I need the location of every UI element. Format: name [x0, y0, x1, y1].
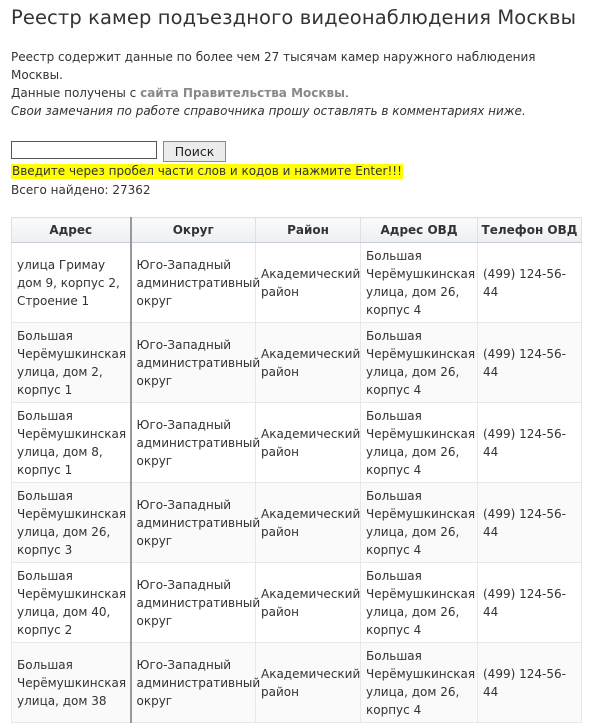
cell-police-phone: (499) 124-56-44 — [478, 563, 582, 643]
page-title: Реестр камер подъездного видеонаблюдения Москвы — [11, 6, 577, 29]
intro-text — [11, 48, 591, 102]
cell-address: Большая Черёмушкинская улица, дом 26, корпус 3 — [12, 483, 131, 563]
column-header-police-phone[interactable]: Телефон ОВД — [478, 218, 582, 243]
cell-police-phone: (499) 124-56-44 — [478, 403, 582, 483]
cell-area: Академический район — [256, 563, 361, 643]
cell-police-address: Большая Черёмушкинская улица, дом 26, корпус 4 — [361, 243, 478, 323]
cell-district: Юго-Западный административный округ — [131, 403, 256, 483]
cell-police-address: Большая Черёмушкинская улица, дом 26, корпус 4 — [361, 483, 478, 563]
table-header-row — [12, 218, 582, 243]
cell-address: Большая Черёмушкинская улица, дом 2, корпус 1 — [12, 323, 131, 403]
intro-line-1: Реестр содержит данные по более чем 27 тысячам камер наружного наблюдения Москвы. — [11, 50, 536, 82]
table-row — [12, 483, 582, 563]
cell-address: улица Гримау дом 9, корпус 2, Строение 1 — [12, 243, 131, 323]
cell-area: Академический район — [256, 243, 361, 323]
cell-district: Юго-Западный административный округ — [131, 563, 256, 643]
column-header-address[interactable]: Адрес — [12, 218, 131, 243]
intro-prefix: Данные получены с — [11, 86, 141, 100]
cell-police-phone: (499) 124-56-44 — [478, 323, 582, 403]
cell-district: Юго-Западный административный округ — [131, 483, 256, 563]
cell-police-address: Большая Черёмушкинская улица, дом 26, корпус 4 — [361, 323, 478, 403]
cell-area: Академический район — [256, 643, 361, 723]
intro-line-2 — [11, 84, 591, 102]
search-input[interactable] — [11, 141, 157, 159]
cell-district: Юго-Западный административный округ — [131, 243, 256, 323]
column-header-police-address[interactable]: Адрес ОВД — [361, 218, 478, 243]
government-site-link[interactable]: сайта Правительства Москвы — [140, 86, 345, 100]
cell-address: Большая Черёмушкинская улица, дом 38 — [12, 643, 131, 723]
cell-police-address: Большая Черёмушкинская улица, дом 26, корпус 4 — [361, 403, 478, 483]
cell-address: Большая Черёмушкинская улица, дом 40, корпус 2 — [12, 563, 131, 643]
search-hint: Введите через пробел части слов и кодов и нажмите Enter!!! — [12, 164, 402, 178]
cell-police-address: Большая Черёмушкинская улица, дом 26, корпус 4 — [361, 643, 478, 723]
column-header-district[interactable]: Округ — [131, 218, 256, 243]
table-row — [12, 403, 582, 483]
search-button[interactable]: Поиск — [163, 141, 226, 162]
table-row — [12, 563, 582, 643]
cell-police-phone: (499) 124-56-44 — [478, 643, 582, 723]
table-row — [12, 323, 582, 403]
cameras-table — [11, 217, 582, 723]
cell-police-phone: (499) 124-56-44 — [478, 483, 582, 563]
cell-address: Большая Черёмушкинская улица, дом 8, корпус 1 — [12, 403, 131, 483]
comments-note: Свои замечания по работе справочника прошу оставлять в комментариях ниже. — [11, 104, 526, 118]
results-count: Всего найдено: 27362 — [11, 183, 151, 197]
table-row — [12, 643, 582, 723]
cell-district: Юго-Западный административный округ — [131, 323, 256, 403]
cell-area: Академический район — [256, 323, 361, 403]
cell-area: Академический район — [256, 483, 361, 563]
cell-police-address: Большая Черёмушкинская улица, дом 26, корпус 4 — [361, 563, 478, 643]
table-row — [12, 243, 582, 323]
column-header-area[interactable]: Район — [256, 218, 361, 243]
cell-area: Академический район — [256, 403, 361, 483]
cell-district: Юго-Западный административный округ — [131, 643, 256, 723]
cell-police-phone: (499) 124-56-44 — [478, 243, 582, 323]
intro-suffix: . — [344, 86, 349, 100]
